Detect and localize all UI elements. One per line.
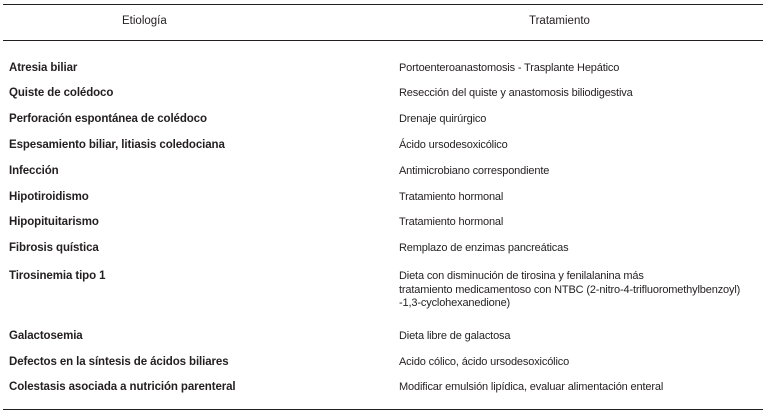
cell-tratamiento-line: Drenaje quirúrgico	[399, 113, 487, 125]
cell-tratamiento-line: Tratamiento hormonal	[399, 216, 504, 228]
cell-tratamiento-line: tratamiento medicamentoso con NTBC (2-nitro-4-trifluoromethylbenzoyl)	[399, 283, 741, 296]
cell-etiologia: Galactosemia	[9, 330, 83, 342]
cell-tratamiento	[399, 330, 510, 344]
cell-etiologia: Colestasis asociada a nutrición parenteral	[9, 381, 236, 393]
cell-tratamiento	[399, 87, 633, 101]
cell-etiologia: Hipopituitarismo	[9, 216, 99, 228]
cell-etiologia: Quiste de colédoco	[9, 87, 114, 99]
cell-etiologia: Hipotiroidismo	[9, 191, 89, 203]
cell-etiologia: Infección	[9, 165, 59, 177]
cell-etiologia: Perforación espontánea de colédoco	[9, 113, 207, 125]
cell-tratamiento	[399, 191, 503, 205]
cell-tratamiento-line: -1,3-cyclohexanedione)	[399, 297, 511, 310]
cell-tratamiento-line: Modificar emulsión lipídica, evaluar alimentación enteral	[399, 381, 664, 393]
cell-tratamiento	[399, 381, 663, 395]
cell-tratamiento	[399, 165, 549, 179]
cell-etiologia: Fibrosis quística	[9, 242, 99, 254]
cell-tratamiento	[399, 139, 508, 153]
cell-tratamiento-line: Antimicrobiano correspondiente	[399, 165, 550, 177]
cell-tratamiento	[399, 113, 486, 127]
cell-tratamiento	[399, 270, 740, 311]
cell-tratamiento	[399, 216, 503, 230]
cell-tratamiento	[399, 62, 619, 76]
cell-tratamiento-line: Dieta con disminución de tirosina y fenilalanina más	[399, 270, 644, 282]
cell-tratamiento-line: Resección del quiste y anastomosis biliodigestiva	[399, 87, 633, 99]
header-tratamiento: Tratamiento	[529, 15, 590, 27]
table-top-rule	[3, 4, 763, 5]
cell-tratamiento	[399, 242, 568, 256]
cell-etiologia: Tirosinemia tipo 1	[9, 270, 106, 282]
header-divider-rule	[3, 40, 763, 41]
cell-etiologia: Espesamiento biliar, litiasis coledociana	[9, 139, 225, 151]
cell-tratamiento-line: Ácido ursodesoxicólico	[399, 139, 508, 151]
header-etiologia: Etiología	[122, 15, 167, 27]
cell-tratamiento-line: Dieta libre de galactosa	[399, 330, 511, 342]
cell-tratamiento-line: Remplazo de enzimas pancreáticas	[399, 242, 569, 254]
cell-tratamiento-line: Acido cólico, ácido ursodesoxicólico	[399, 356, 570, 368]
cell-tratamiento	[399, 356, 569, 370]
cell-tratamiento-line: Portoenteroanastomosis - Trasplante Hepático	[399, 62, 620, 74]
cell-etiologia: Atresia biliar	[9, 62, 78, 74]
cell-tratamiento-line: Tratamiento hormonal	[399, 191, 504, 203]
cell-etiologia: Defectos en la síntesis de ácidos biliares	[9, 356, 229, 368]
table-bottom-rule	[3, 409, 763, 410]
